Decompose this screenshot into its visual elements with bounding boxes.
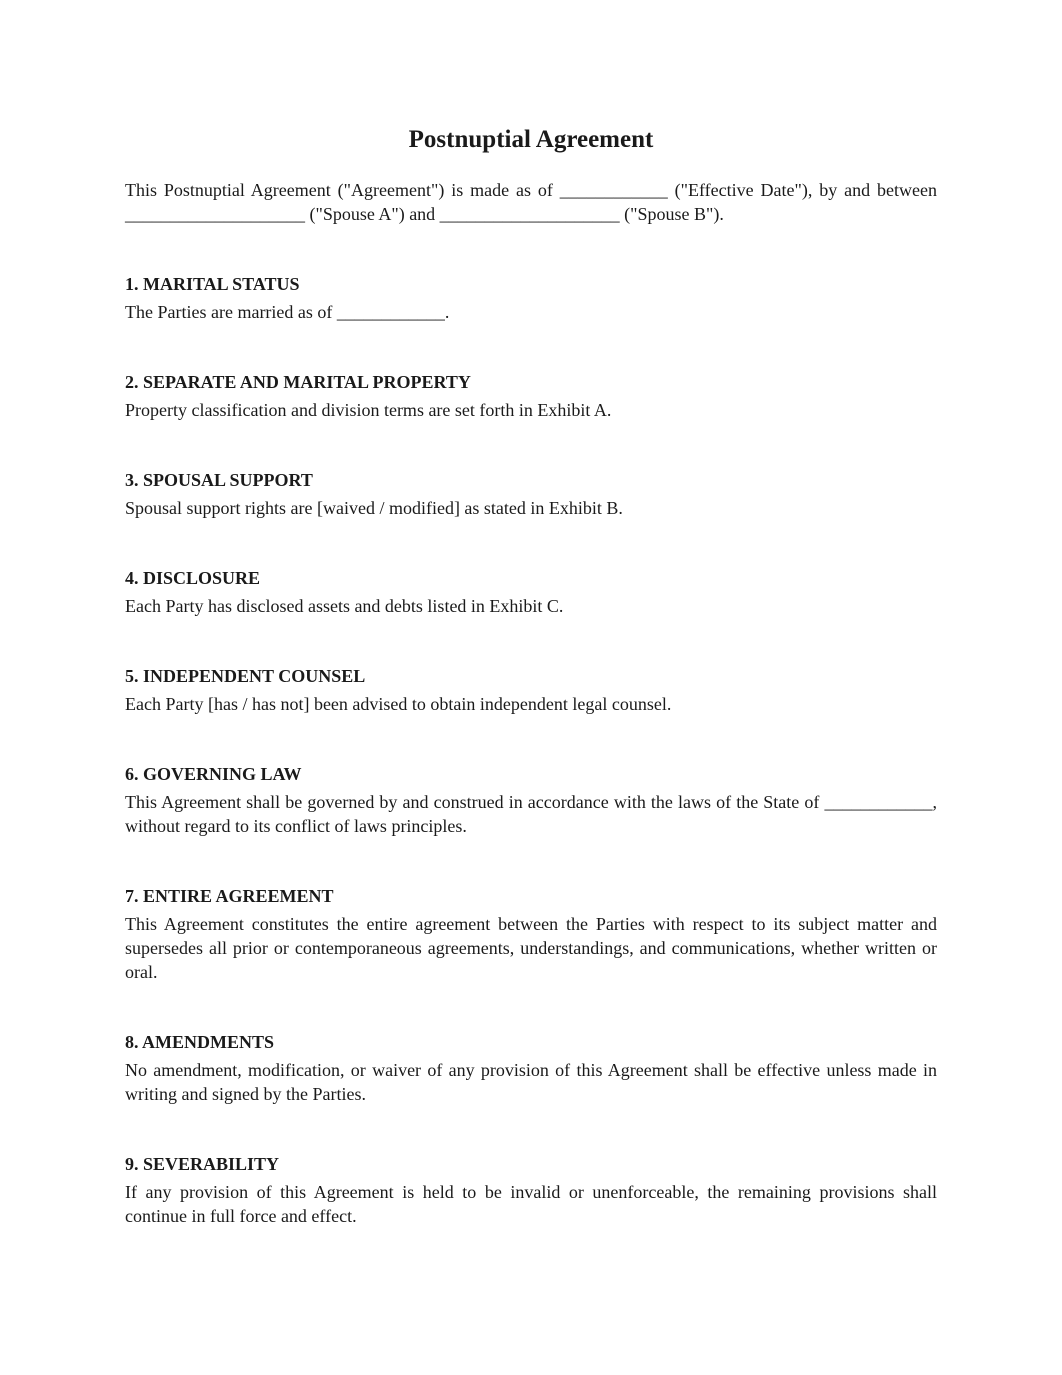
section-separate-and-marital-property — [125, 370, 937, 422]
section-body: No amendment, modification, or waiver of any provision of this Agreement shall be effective unless made in writing and signed by the Parties. — [125, 1060, 937, 1104]
section-heading: 7. ENTIRE AGREEMENT — [125, 886, 334, 906]
section-spousal-support — [125, 468, 937, 520]
section-body: Spousal support rights are [waived / modified] as stated in Exhibit B. — [125, 498, 623, 518]
section-governing-law — [125, 762, 937, 838]
section-body: If any provision of this Agreement is held to be invalid or unenforceable, the remaining provisions shall continue in full force and effect. — [125, 1182, 937, 1226]
section-severability — [125, 1152, 937, 1228]
section-heading: 4. DISCLOSURE — [125, 568, 261, 588]
section-heading: 5. INDEPENDENT COUNSEL — [125, 666, 366, 686]
section-body: Property classification and division terms are set forth in Exhibit A. — [125, 400, 612, 420]
document-page — [125, 122, 937, 1228]
section-body: This Agreement shall be governed by and construed in accordance with the laws of the State of ____________, without regard to its conflict of laws principles. — [125, 792, 937, 836]
section-disclosure — [125, 566, 937, 618]
section-body: The Parties are married as of ____________. — [125, 302, 450, 322]
section-independent-counsel — [125, 664, 937, 716]
section-marital-status — [125, 272, 937, 324]
section-amendments — [125, 1030, 937, 1106]
section-heading: 3. SPOUSAL SUPPORT — [125, 470, 313, 490]
section-entire-agreement — [125, 884, 937, 984]
section-heading: 6. GOVERNING LAW — [125, 764, 302, 784]
section-body: This Agreement constitutes the entire agreement between the Parties with respect to its subject matter and supersedes all prior or contemporaneous agreements, understandings, and communications, whether written or oral. — [125, 914, 937, 982]
section-heading: 2. SEPARATE AND MARITAL PROPERTY — [125, 372, 471, 392]
section-body: Each Party has disclosed assets and debts listed in Exhibit C. — [125, 596, 564, 616]
intro-paragraph: This Postnuptial Agreement ("Agreement") is made as of ____________ ("Effective Date"), by and between ____________________ ("Spouse A") and ____________________ ("Spouse B"). — [125, 180, 937, 224]
document-title: Postnuptial Agreement — [408, 126, 654, 153]
section-heading: 1. MARITAL STATUS — [125, 274, 300, 294]
section-body: Each Party [has / has not] been advised to obtain independent legal counsel. — [125, 694, 672, 714]
section-heading: 8. AMENDMENTS — [125, 1032, 275, 1052]
section-heading: 9. SEVERABILITY — [125, 1154, 280, 1174]
